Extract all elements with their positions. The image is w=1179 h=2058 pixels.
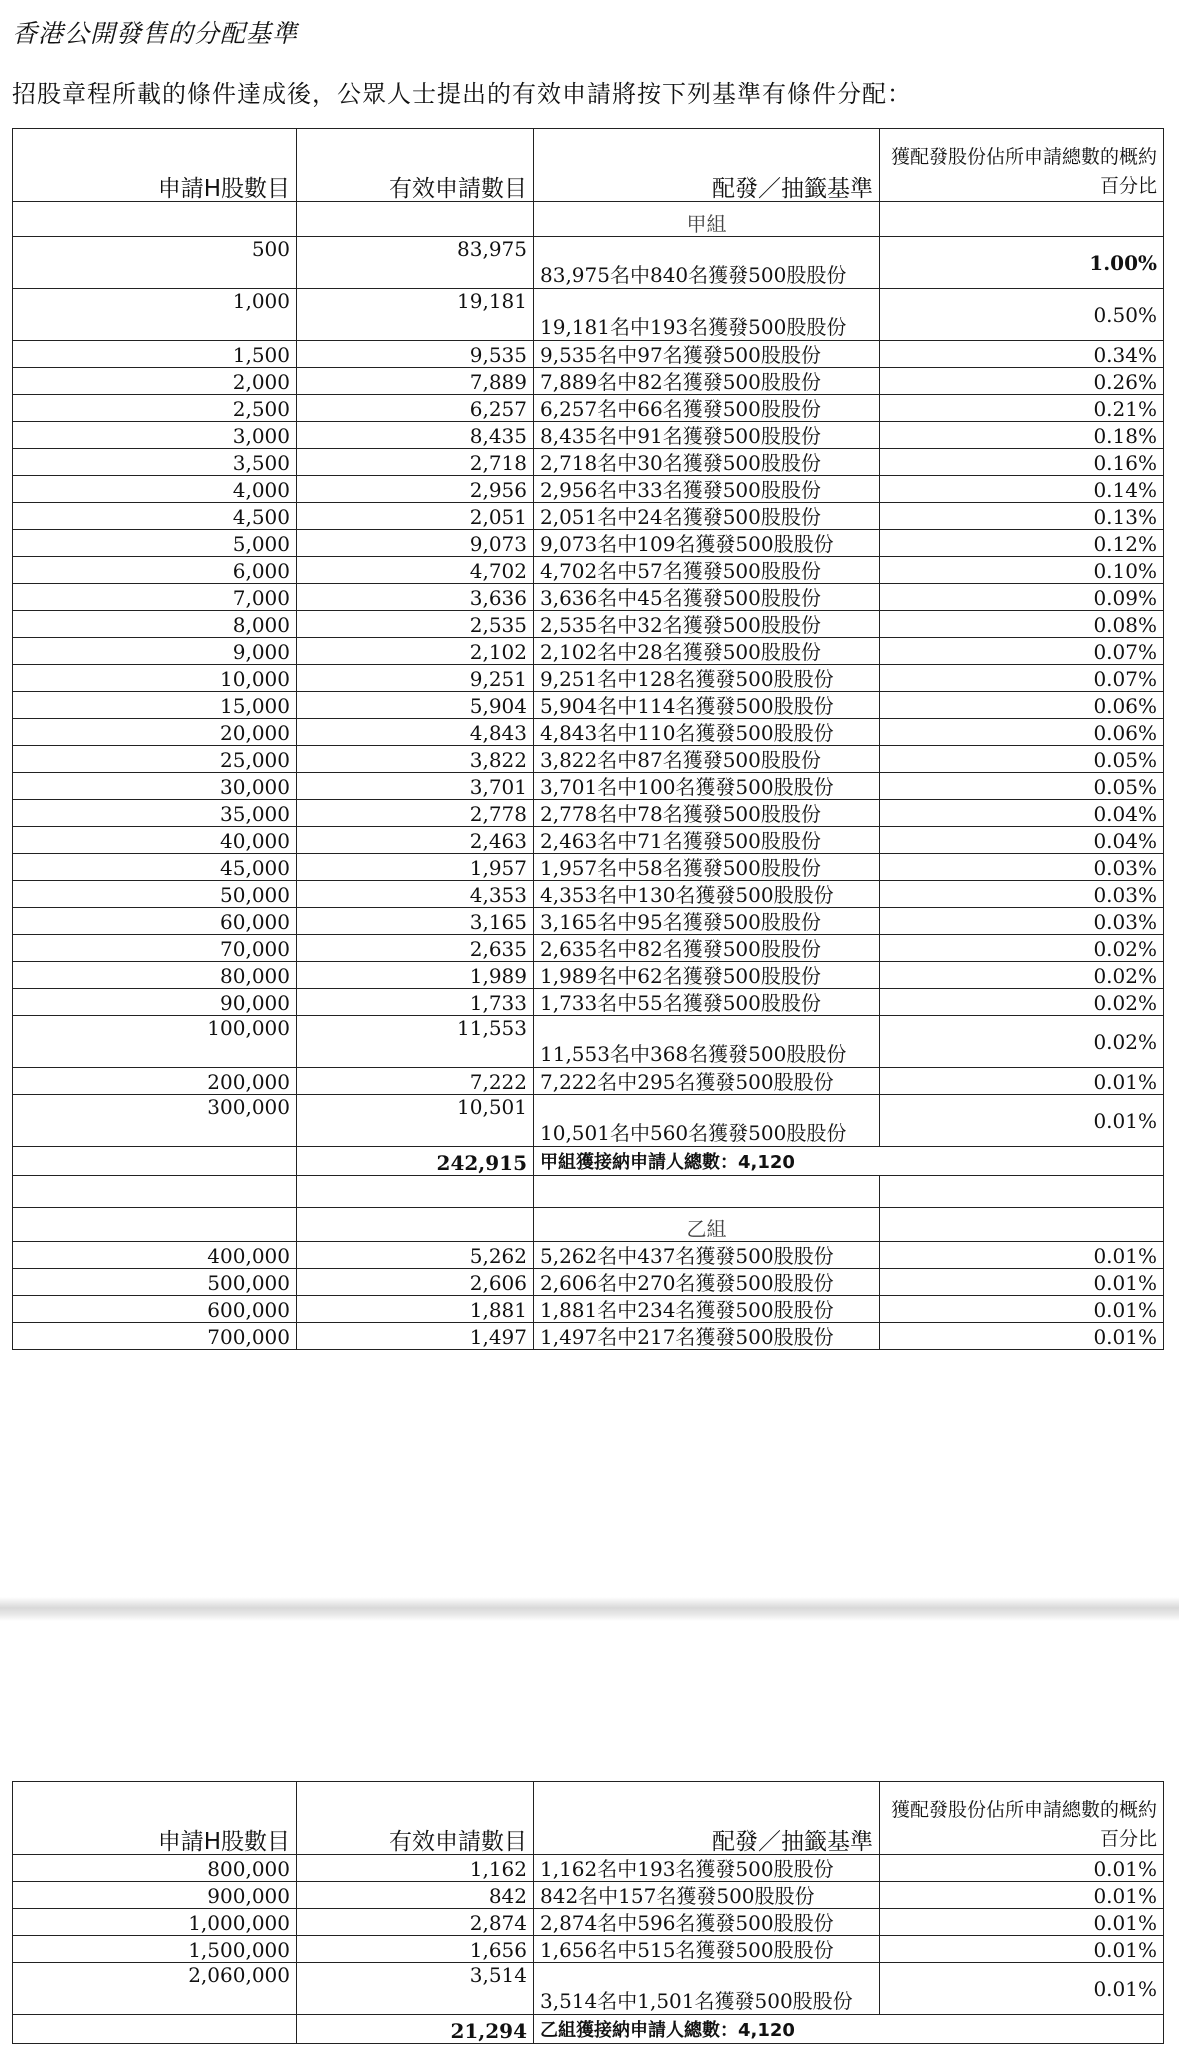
page-title: 香港公開發售的分配基準 [12, 19, 299, 48]
shares-cell: 4,500 [13, 503, 297, 530]
total-row [13, 2015, 1164, 2044]
total-label-cell: 甲組獲接納申請人總數：4,120 [534, 1147, 1164, 1176]
header-apps: 有效申請數目 [297, 1782, 534, 1855]
empty-cell [880, 1208, 1164, 1242]
table-row [13, 422, 1164, 449]
basis-cell: 2,463名中71名獲發500股股份 [534, 827, 880, 854]
basis-cell: 2,956名中33名獲發500股股份 [534, 476, 880, 503]
apps-cell: 7,889 [297, 368, 534, 395]
apps-cell: 2,778 [297, 800, 534, 827]
empty-cell [297, 1208, 534, 1242]
table-row [13, 827, 1164, 854]
table-row [13, 237, 1164, 289]
allocation-table-page-2 [12, 1781, 1164, 2044]
intro-text: 招股章程所載的條件達成後，公眾人士提出的有效申請將按下列基準有條件分配： [12, 80, 912, 108]
apps-cell: 9,073 [297, 530, 534, 557]
apps-cell: 9,251 [297, 665, 534, 692]
table-row [13, 1269, 1164, 1296]
shares-cell: 300,000 [13, 1095, 297, 1147]
basis-cell: 8,435名中91名獲發500股股份 [534, 422, 880, 449]
apps-cell: 3,822 [297, 746, 534, 773]
shares-cell: 1,000 [13, 289, 297, 341]
empty-cell [13, 2015, 297, 2044]
basis-cell: 1,733名中55名獲發500股股份 [534, 989, 880, 1016]
shares-cell: 400,000 [13, 1242, 297, 1269]
apps-cell: 2,463 [297, 827, 534, 854]
apps-cell: 5,904 [297, 692, 534, 719]
basis-cell: 3,701名中100名獲發500股股份 [534, 773, 880, 800]
apps-cell: 2,874 [297, 1909, 534, 1936]
table-row [13, 1936, 1164, 1963]
basis-cell: 10,501名中560名獲發500股股份 [534, 1095, 880, 1147]
shares-cell: 7,000 [13, 584, 297, 611]
apps-cell: 2,718 [297, 449, 534, 476]
page-divider [0, 1597, 1179, 1621]
table-row [13, 989, 1164, 1016]
basis-cell: 1,989名中62名獲發500股股份 [534, 962, 880, 989]
basis-cell: 83,975名中840名獲發500股股份 [534, 237, 880, 289]
apps-cell: 5,262 [297, 1242, 534, 1269]
apps-cell: 83,975 [297, 237, 534, 289]
empty-cell [13, 1147, 297, 1176]
shares-cell: 90,000 [13, 989, 297, 1016]
basis-cell: 1,656名中515名獲發500股股份 [534, 1936, 880, 1963]
pct-cell: 0.01% [880, 1936, 1164, 1963]
shares-cell: 2,500 [13, 395, 297, 422]
apps-cell: 2,535 [297, 611, 534, 638]
shares-cell: 40,000 [13, 827, 297, 854]
apps-cell: 2,051 [297, 503, 534, 530]
apps-cell: 4,702 [297, 557, 534, 584]
basis-cell: 3,165名中95名獲發500股股份 [534, 908, 880, 935]
total-apps-cell: 242,915 [297, 1147, 534, 1176]
table-row [13, 476, 1164, 503]
basis-cell: 2,635名中82名獲發500股股份 [534, 935, 880, 962]
pct-cell: 0.14% [880, 476, 1164, 503]
basis-cell: 2,778名中78名獲發500股股份 [534, 800, 880, 827]
apps-cell: 1,989 [297, 962, 534, 989]
pct-cell: 0.05% [880, 773, 1164, 800]
apps-cell: 3,514 [297, 1963, 534, 2015]
table-row [13, 773, 1164, 800]
basis-cell: 1,957名中58名獲發500股股份 [534, 854, 880, 881]
table-row [13, 611, 1164, 638]
shares-cell: 25,000 [13, 746, 297, 773]
pct-cell: 0.50% [880, 289, 1164, 341]
apps-cell: 1,733 [297, 989, 534, 1016]
table-row [13, 557, 1164, 584]
pct-cell: 0.06% [880, 719, 1164, 746]
shares-cell: 500 [13, 237, 297, 289]
apps-cell: 2,102 [297, 638, 534, 665]
shares-cell: 3,500 [13, 449, 297, 476]
shares-cell: 70,000 [13, 935, 297, 962]
table-row [13, 1963, 1164, 2015]
header-basis: 配發／抽籤基準 [534, 1782, 880, 1855]
header-pct: 獲配發股份佔所申請總數的概約 百分比 [880, 129, 1164, 202]
group-a-label: 甲組 [534, 202, 880, 237]
shares-cell: 700,000 [13, 1323, 297, 1350]
pct-cell: 0.01% [880, 1296, 1164, 1323]
shares-cell: 2,000 [13, 368, 297, 395]
apps-cell: 3,636 [297, 584, 534, 611]
header-shares: 申請H股數目 [13, 129, 297, 202]
table-row [13, 1242, 1164, 1269]
basis-cell: 2,102名中28名獲發500股股份 [534, 638, 880, 665]
header-apps: 有效申請數目 [297, 129, 534, 202]
empty-cell [13, 1208, 297, 1242]
basis-cell: 9,251名中128名獲發500股股份 [534, 665, 880, 692]
header-pct: 獲配發股份佔所申請總數的概約 百分比 [880, 1782, 1164, 1855]
basis-cell: 6,257名中66名獲發500股股份 [534, 395, 880, 422]
apps-cell: 2,635 [297, 935, 534, 962]
table-row [13, 746, 1164, 773]
basis-cell: 9,073名中109名獲發500股股份 [534, 530, 880, 557]
shares-cell: 5,000 [13, 530, 297, 557]
pct-cell: 0.09% [880, 584, 1164, 611]
table-row [13, 665, 1164, 692]
pct-cell: 0.01% [880, 1909, 1164, 1936]
apps-cell: 4,843 [297, 719, 534, 746]
empty-cell [534, 1176, 880, 1208]
group-b-label: 乙組 [534, 1208, 880, 1242]
shares-cell: 30,000 [13, 773, 297, 800]
blank-row [13, 1176, 1164, 1208]
table-row [13, 341, 1164, 368]
pct-cell: 0.21% [880, 395, 1164, 422]
pct-cell: 0.01% [880, 1095, 1164, 1147]
total-label-cell: 乙組獲接納申請人總數：4,120 [534, 2015, 1164, 2044]
apps-cell: 1,881 [297, 1296, 534, 1323]
pct-cell: 0.04% [880, 800, 1164, 827]
pct-cell: 0.03% [880, 881, 1164, 908]
pct-cell: 0.12% [880, 530, 1164, 557]
pct-cell: 0.01% [880, 1323, 1164, 1350]
table-row [13, 1909, 1164, 1936]
table-row [13, 395, 1164, 422]
basis-cell: 5,262名中437名獲發500股股份 [534, 1242, 880, 1269]
empty-cell [297, 1176, 534, 1208]
total-apps-cell: 21,294 [297, 2015, 534, 2044]
apps-cell: 9,535 [297, 341, 534, 368]
pct-cell: 0.26% [880, 368, 1164, 395]
pct-cell: 0.02% [880, 989, 1164, 1016]
table-row [13, 854, 1164, 881]
apps-cell: 1,656 [297, 1936, 534, 1963]
pct-cell: 0.08% [880, 611, 1164, 638]
shares-cell: 50,000 [13, 881, 297, 908]
table-row [13, 719, 1164, 746]
table-row [13, 368, 1164, 395]
header-basis: 配發／抽籤基準 [534, 129, 880, 202]
shares-cell: 200,000 [13, 1068, 297, 1095]
apps-cell: 1,957 [297, 854, 534, 881]
group-b-label-row [13, 1208, 1164, 1242]
pct-cell: 1.00% [880, 237, 1164, 289]
pct-cell: 0.04% [880, 827, 1164, 854]
basis-cell: 7,889名中82名獲發500股股份 [534, 368, 880, 395]
header-shares: 申請H股數目 [13, 1782, 297, 1855]
basis-cell: 2,718名中30名獲發500股股份 [534, 449, 880, 476]
shares-cell: 10,000 [13, 665, 297, 692]
table-row [13, 503, 1164, 530]
basis-cell: 7,222名中295名獲發500股股份 [534, 1068, 880, 1095]
apps-cell: 4,353 [297, 881, 534, 908]
basis-cell: 4,702名中57名獲發500股股份 [534, 557, 880, 584]
basis-cell: 4,353名中130名獲發500股股份 [534, 881, 880, 908]
pct-cell: 0.01% [880, 1963, 1164, 2015]
shares-cell: 80,000 [13, 962, 297, 989]
apps-cell: 7,222 [297, 1068, 534, 1095]
pct-cell: 0.16% [880, 449, 1164, 476]
basis-cell: 19,181名中193名獲發500股股份 [534, 289, 880, 341]
apps-cell: 1,162 [297, 1855, 534, 1882]
apps-cell: 6,257 [297, 395, 534, 422]
table-row [13, 1855, 1164, 1882]
table-row [13, 692, 1164, 719]
shares-cell: 20,000 [13, 719, 297, 746]
basis-cell: 2,051名中24名獲發500股股份 [534, 503, 880, 530]
table-row [13, 881, 1164, 908]
shares-cell: 2,060,000 [13, 1963, 297, 2015]
apps-cell: 2,956 [297, 476, 534, 503]
shares-cell: 4,000 [13, 476, 297, 503]
shares-cell: 3,000 [13, 422, 297, 449]
pct-cell: 0.18% [880, 422, 1164, 449]
table-row [13, 530, 1164, 557]
shares-cell: 500,000 [13, 1269, 297, 1296]
pct-cell: 0.34% [880, 341, 1164, 368]
pct-cell: 0.06% [880, 692, 1164, 719]
table-row [13, 1882, 1164, 1909]
pct-cell: 0.01% [880, 1269, 1164, 1296]
pct-cell: 0.03% [880, 854, 1164, 881]
shares-cell: 9,000 [13, 638, 297, 665]
shares-cell: 8,000 [13, 611, 297, 638]
header-row [13, 129, 1164, 202]
empty-cell [13, 1176, 297, 1208]
table-row [13, 1068, 1164, 1095]
pct-cell: 0.02% [880, 935, 1164, 962]
apps-cell: 10,501 [297, 1095, 534, 1147]
pct-cell: 0.10% [880, 557, 1164, 584]
apps-cell: 842 [297, 1882, 534, 1909]
basis-cell: 3,636名中45名獲發500股股份 [534, 584, 880, 611]
pct-cell: 0.01% [880, 1882, 1164, 1909]
pct-cell: 0.07% [880, 665, 1164, 692]
pct-cell: 0.05% [880, 746, 1164, 773]
basis-cell: 2,874名中596名獲發500股股份 [534, 1909, 880, 1936]
shares-cell: 1,500 [13, 341, 297, 368]
table-row [13, 1095, 1164, 1147]
pct-cell: 0.02% [880, 1016, 1164, 1068]
table-row [13, 638, 1164, 665]
header-row [13, 1782, 1164, 1855]
pct-cell: 0.02% [880, 962, 1164, 989]
table-row [13, 800, 1164, 827]
basis-cell: 9,535名中97名獲發500股股份 [534, 341, 880, 368]
pct-cell: 0.13% [880, 503, 1164, 530]
empty-cell [880, 1176, 1164, 1208]
apps-cell: 3,701 [297, 773, 534, 800]
pct-cell: 0.03% [880, 908, 1164, 935]
basis-cell: 2,606名中270名獲發500股股份 [534, 1269, 880, 1296]
shares-cell: 600,000 [13, 1296, 297, 1323]
shares-cell: 45,000 [13, 854, 297, 881]
table-row [13, 449, 1164, 476]
pct-cell: 0.01% [880, 1855, 1164, 1882]
apps-cell: 2,606 [297, 1269, 534, 1296]
shares-cell: 1,000,000 [13, 1909, 297, 1936]
table-row [13, 1323, 1164, 1350]
basis-cell: 842名中157名獲發500股股份 [534, 1882, 880, 1909]
apps-cell: 1,497 [297, 1323, 534, 1350]
basis-cell: 1,162名中193名獲發500股股份 [534, 1855, 880, 1882]
table-row [13, 935, 1164, 962]
basis-cell: 1,497名中217名獲發500股股份 [534, 1323, 880, 1350]
basis-cell: 5,904名中114名獲發500股股份 [534, 692, 880, 719]
basis-cell: 1,881名中234名獲發500股股份 [534, 1296, 880, 1323]
shares-cell: 15,000 [13, 692, 297, 719]
shares-cell: 6,000 [13, 557, 297, 584]
total-row [13, 1147, 1164, 1176]
apps-cell: 11,553 [297, 1016, 534, 1068]
basis-cell: 2,535名中32名獲發500股股份 [534, 611, 880, 638]
group-a-label-row [13, 202, 1164, 237]
pct-cell: 0.01% [880, 1242, 1164, 1269]
basis-cell: 3,514名中1,501名獲發500股股份 [534, 1963, 880, 2015]
allocation-table-page-1 [12, 128, 1164, 1350]
shares-cell: 800,000 [13, 1855, 297, 1882]
table-row [13, 908, 1164, 935]
shares-cell: 100,000 [13, 1016, 297, 1068]
table-row [13, 1016, 1164, 1068]
shares-cell: 60,000 [13, 908, 297, 935]
basis-cell: 11,553名中368名獲發500股股份 [534, 1016, 880, 1068]
pct-cell: 0.01% [880, 1068, 1164, 1095]
table-row [13, 1296, 1164, 1323]
apps-cell: 8,435 [297, 422, 534, 449]
apps-cell: 19,181 [297, 289, 534, 341]
table-row [13, 289, 1164, 341]
apps-cell: 3,165 [297, 908, 534, 935]
pct-cell: 0.07% [880, 638, 1164, 665]
shares-cell: 1,500,000 [13, 1936, 297, 1963]
shares-cell: 35,000 [13, 800, 297, 827]
shares-cell: 900,000 [13, 1882, 297, 1909]
basis-cell: 4,843名中110名獲發500股股份 [534, 719, 880, 746]
table-row [13, 962, 1164, 989]
basis-cell: 3,822名中87名獲發500股股份 [534, 746, 880, 773]
table-row [13, 584, 1164, 611]
